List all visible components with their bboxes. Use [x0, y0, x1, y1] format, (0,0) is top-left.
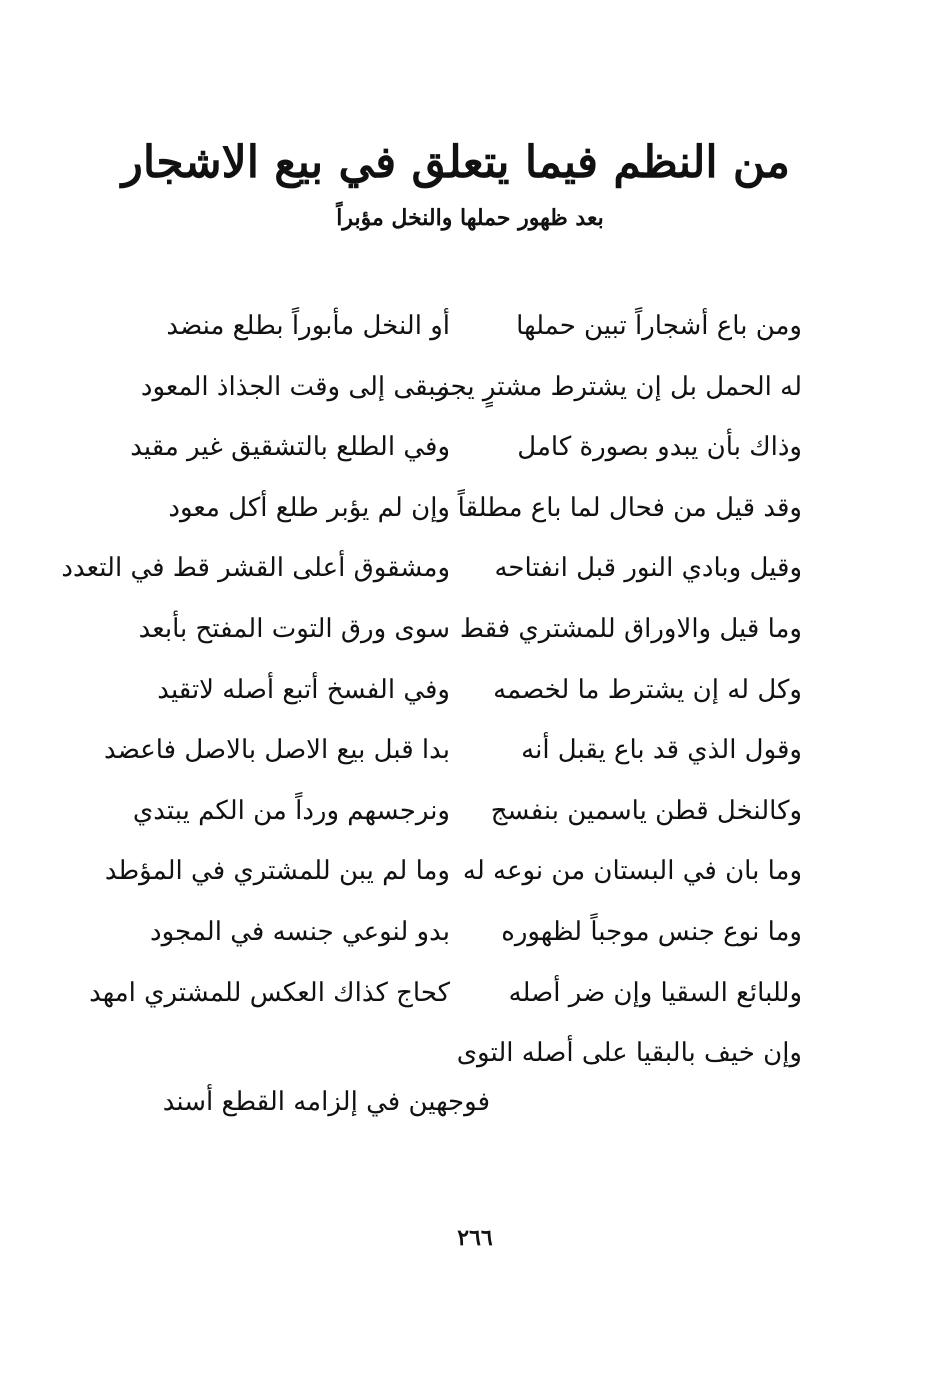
- verse-first-hemistich: وكالنخل قطن ياسمين بنفسج: [490, 795, 802, 826]
- verse-second-hemistich: ونرجسهم ورداً من الكم يبتدي: [132, 795, 450, 826]
- closing-hemistich: فوجهين في إلزامه القطع أسند: [162, 1087, 490, 1117]
- verse-line: [130, 357, 802, 418]
- verse-first-hemistich: له الحمل بل إن يشترط مشترٍ يجز: [436, 371, 802, 402]
- verse-second-hemistich: بدو لنوعي جنسه في المجود: [149, 916, 450, 947]
- verse-second-hemistich: سوى ورق التوت المفتح بأبعد: [138, 613, 450, 644]
- verse-first-hemistich: وما قيل والاوراق للمشتري فقط: [459, 613, 802, 644]
- verse-second-hemistich: بدا قبل بيع الاصل بالاصل فاعضد: [104, 735, 450, 766]
- verse-line: [130, 478, 802, 539]
- verse-second-hemistich: كحاج كذاك العكس للمشتري امهد: [89, 977, 450, 1008]
- verse-single-hemistich: وإن خيف بالبقيا على أصله التوى: [456, 1038, 802, 1069]
- verse-line: [104, 841, 802, 902]
- verse-second-hemistich: ومشقوق أعلى القشر قط في التعدد: [61, 553, 450, 584]
- verse-line: [104, 720, 802, 781]
- page-subtitle: بعد ظهور حملها والنخل مؤبراً: [336, 205, 604, 231]
- page-title: من النظم فيما يتعلق في بيع الاشجار: [121, 137, 790, 188]
- verse-line: [130, 599, 802, 660]
- verse-line: [130, 417, 802, 478]
- verse-first-hemistich: وللبائع السقيا وإن ضر أصله: [508, 977, 802, 1008]
- verse-line: [130, 781, 802, 842]
- verse-second-hemistich: وفي الفسخ أتبع أصله لاتقيد: [157, 674, 450, 705]
- verse-first-hemistich: وقد قيل من فحال لما باع مطلقاً: [457, 492, 802, 523]
- verse-line: [130, 902, 802, 963]
- verse-second-hemistich: أو النخل مأبوراً بطلع منضد: [166, 311, 450, 341]
- verse-second-hemistich: وإن لم يؤبر طلع أكل معود: [168, 492, 450, 523]
- verse-line: [89, 963, 802, 1024]
- verse-first-hemistich: وقول الذي قد باع يقبل أنه: [521, 735, 802, 766]
- verse-line: [61, 538, 802, 599]
- verse-first-hemistich: وذاك بأن يبدو بصورة كامل: [517, 432, 802, 463]
- verse-first-hemistich: وقيل وبادي النور قبل انفتاحه: [494, 553, 802, 584]
- verse-first-hemistich: وما نوع جنس موجباً لظهوره: [501, 916, 802, 947]
- verse-first-hemistich: وما بان في البستان من نوعه له: [462, 856, 802, 887]
- verse-second-hemistich: وما لم يبن للمشتري في المؤطد: [104, 856, 450, 887]
- verse-first-hemistich: وكل له إن يشترط ما لخصمه: [493, 674, 802, 705]
- verse-line: [130, 296, 802, 357]
- page-number: ٢٦٦: [457, 1225, 493, 1251]
- verse-line: [130, 660, 802, 721]
- verse-second-hemistich: وفي الطلع بالتشقيق غير مقيد: [130, 432, 450, 463]
- verse-first-hemistich: ومن باع أشجاراً تبين حملها: [516, 311, 802, 341]
- verse-second-hemistich: مبقى إلى وقت الجذاذ المعود: [140, 371, 450, 402]
- poem-verses: [61, 296, 802, 1084]
